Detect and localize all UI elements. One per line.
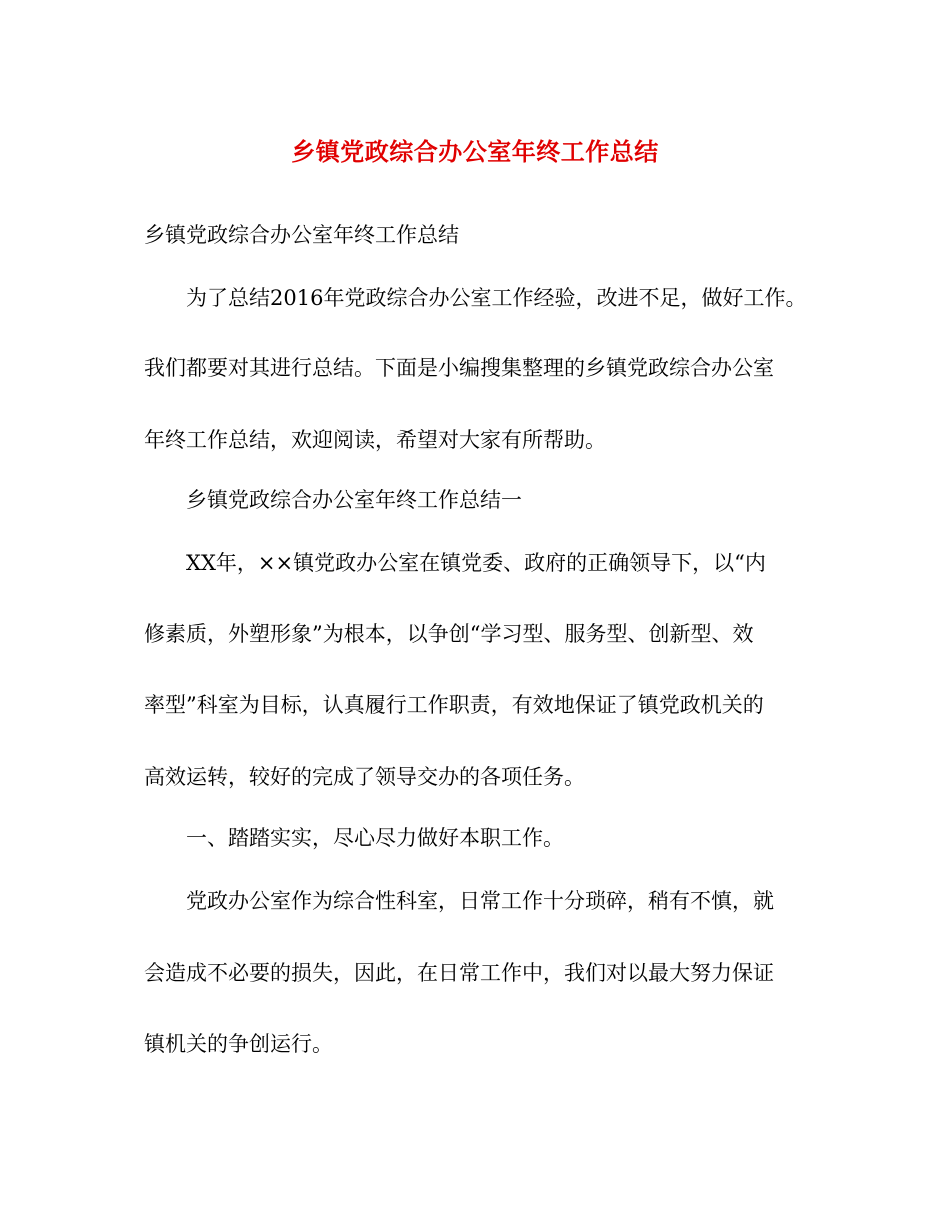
subtitle-line: 乡镇党政综合办公室年终工作总结: [144, 223, 459, 247]
section-heading: 乡镇党政综合办公室年终工作总结一: [186, 488, 522, 512]
paragraph-line: 率型”科室为目标，认真履行工作职责，有效地保证了镇党政机关的: [144, 693, 764, 717]
paragraph-line: 党政办公室作为综合性科室，日常工作十分琐碎，稍有不慎，就: [186, 889, 774, 913]
paragraph-line: XX年，××镇党政办公室在镇党委、政府的正确领导下，以“内: [186, 551, 766, 575]
paragraph-line: 高效运转，较好的完成了领导交办的各项任务。: [144, 765, 585, 789]
document-title: 乡镇党政综合办公室年终工作总结: [291, 138, 659, 166]
paragraph-line: 我们都要对其进行总结。下面是小编搜集整理的乡镇党政综合办公室: [144, 356, 774, 380]
paragraph-line: 会造成不必要的损失，因此，在日常工作中，我们对以最大努力保证: [144, 961, 774, 985]
section-heading: 一、踏踏实实，尽心尽力做好本职工作。: [186, 826, 564, 850]
paragraph-line: 年终工作总结，欢迎阅读，希望对大家有所帮助。: [144, 428, 606, 452]
paragraph-line: 修素质，外塑形象”为根本，以争创“学习型、服务型、创新型、效: [144, 622, 754, 646]
paragraph-line: 为了总结2016年党政综合办公室工作经验，改进不足，做好工作。: [186, 286, 807, 310]
paragraph-line: 镇机关的争创运行。: [144, 1032, 333, 1056]
